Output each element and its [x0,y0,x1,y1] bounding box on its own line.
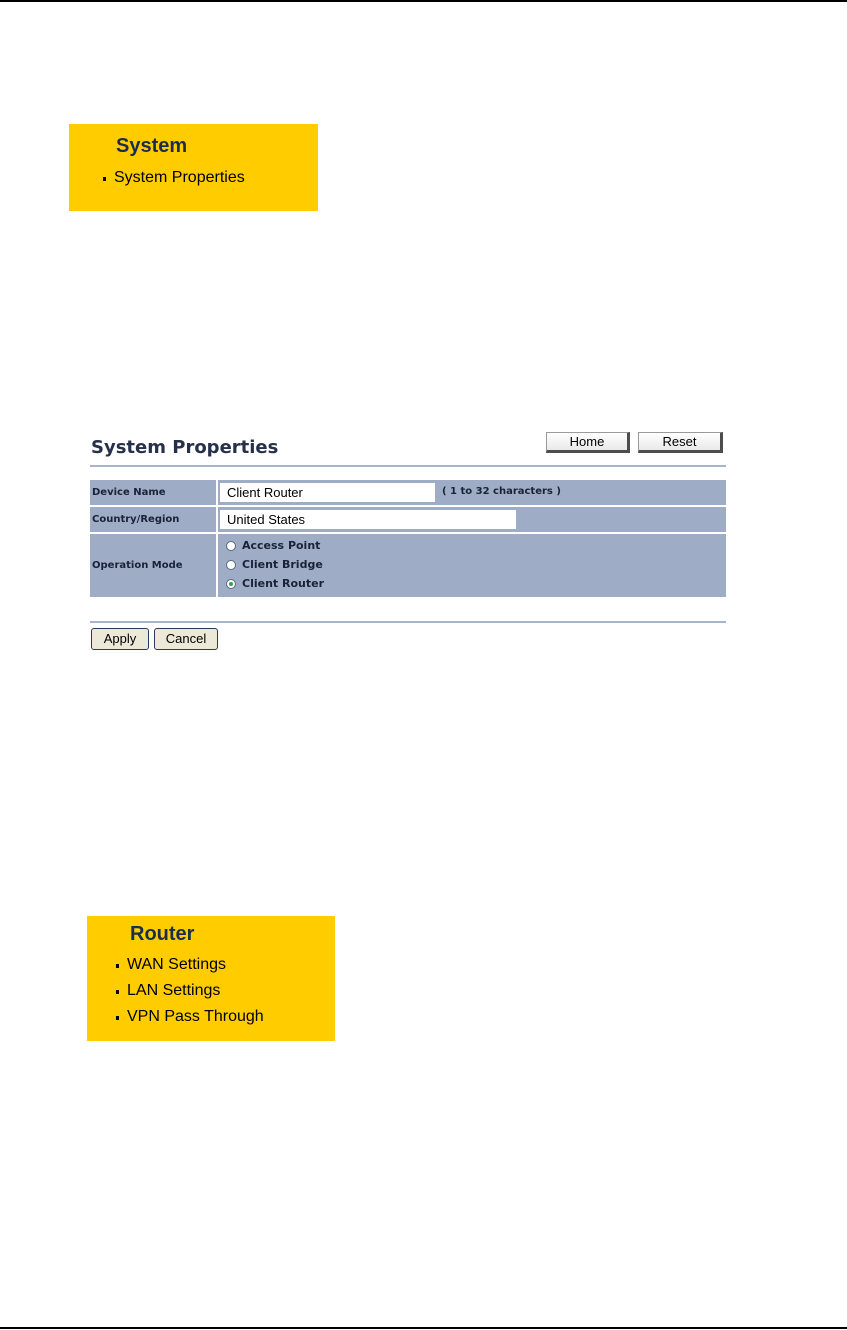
radio-label: Access Point [242,539,321,552]
system-menu-panel [69,124,318,211]
operation-mode-row [90,534,726,597]
device-name-row [90,480,726,505]
radio-button-icon[interactable] [226,541,236,551]
home-button[interactable]: Home [546,432,630,453]
bullet-icon [116,1016,119,1020]
system-properties-panel [90,430,726,660]
bullet-icon [116,964,119,968]
operation-mode-cell [218,534,726,597]
footer-divider [90,621,726,623]
radio-button-icon[interactable] [226,579,236,589]
page-title: System Properties [91,437,279,458]
bottom-border-line [0,1327,847,1329]
radio-label: Client Router [242,577,324,590]
radio-access-point[interactable] [226,537,320,554]
router-menu-title: Router [130,923,195,945]
operation-mode-label: Operation Mode [90,534,216,597]
bullet-icon [116,990,119,994]
reset-button[interactable]: Reset [638,432,723,453]
menu-item-system-properties[interactable] [103,169,245,187]
menu-item-wan-settings[interactable] [116,956,226,974]
device-name-hint: ( 1 to 32 characters ) [442,486,561,497]
cancel-button[interactable]: Cancel [154,628,218,650]
top-border-line [0,0,847,2]
menu-item-label: WAN Settings [127,956,226,973]
menu-item-lan-settings[interactable] [116,982,220,1000]
radio-client-bridge[interactable] [226,556,323,573]
device-name-cell [218,480,726,505]
country-region-row [90,507,726,532]
device-name-label: Device Name [90,480,216,505]
bullet-icon [103,177,106,181]
router-menu-panel [87,916,335,1041]
menu-item-label: System Properties [114,169,245,186]
device-name-input[interactable]: Client Router [220,483,435,502]
menu-item-label: VPN Pass Through [127,1008,264,1025]
country-region-cell [218,507,726,532]
menu-item-label: LAN Settings [127,982,221,999]
system-menu-title: System [116,135,188,157]
radio-button-icon[interactable] [226,560,236,570]
radio-label: Client Bridge [242,558,323,571]
country-region-label: Country/Region [90,507,216,532]
menu-item-vpn-pass-through[interactable] [116,1008,264,1026]
apply-button[interactable]: Apply [91,628,149,650]
country-region-field[interactable]: United States [220,510,516,529]
radio-client-router[interactable] [226,575,324,592]
header-divider [90,465,726,467]
